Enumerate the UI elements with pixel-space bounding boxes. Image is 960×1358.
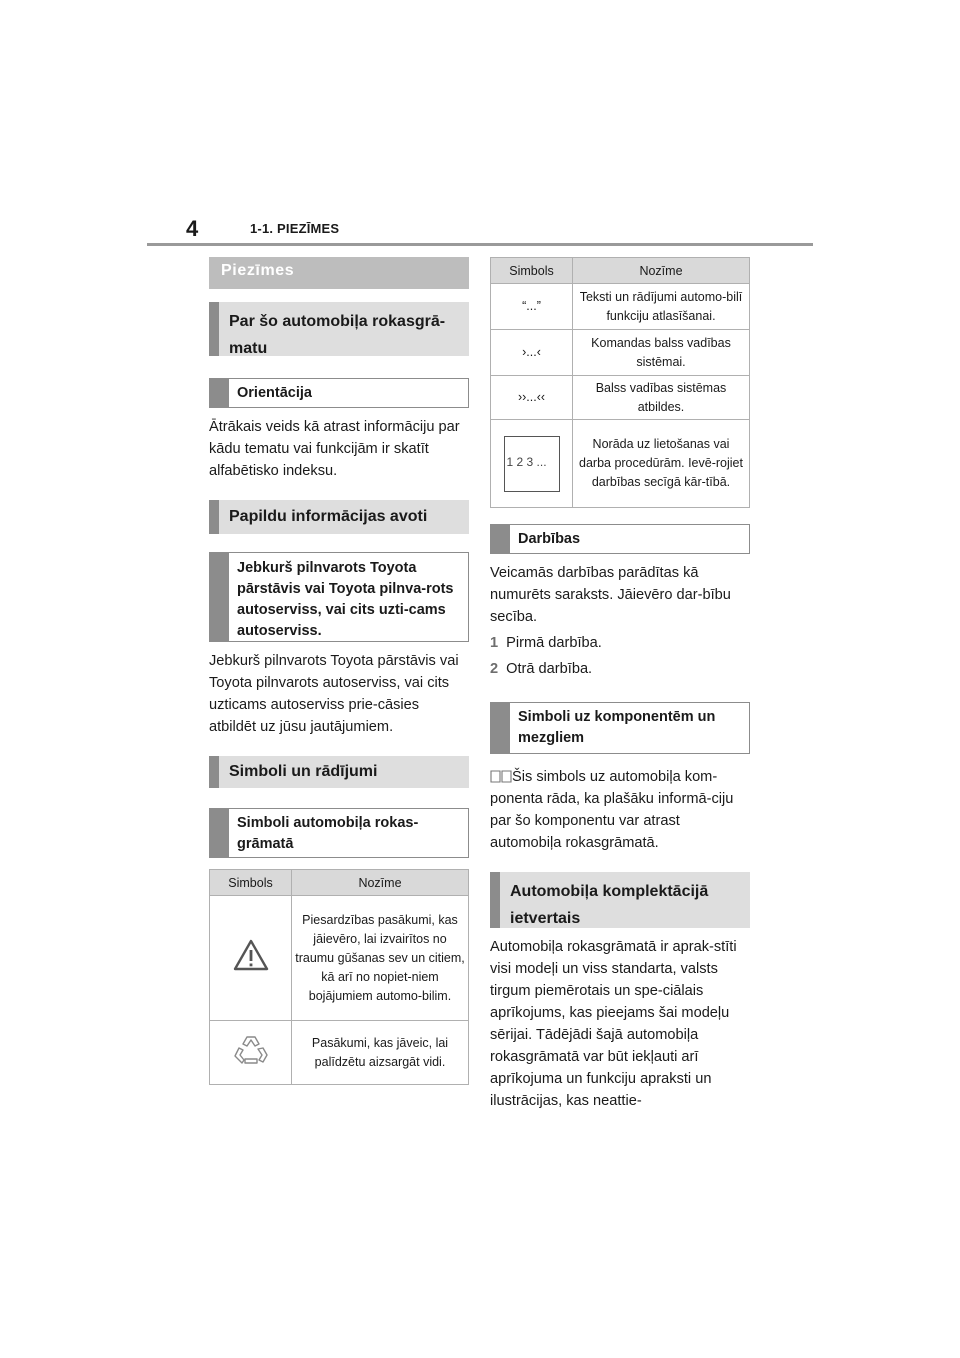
component-symbols-text: [490, 766, 750, 854]
table-row: [491, 376, 750, 420]
table-header-row: [491, 258, 750, 284]
table-row: [210, 896, 469, 1021]
table-row: [210, 1021, 469, 1085]
component-symbols-text-body: Šis simbols uz automobiļa kom-ponenta rāda, ka plašāku informā-ciju par šo komponentu var atrast automobiļa rokasgrāmatā.: [490, 769, 734, 851]
symbol-cell: [210, 896, 292, 1021]
steps-sequence-icon: [504, 436, 560, 492]
page-number: 4: [186, 216, 199, 241]
heading-about-manual: Par šo automobiļa rokasgrā-matu: [209, 302, 469, 356]
section-title: 1-1. PIEZĪMES: [250, 221, 340, 236]
dealer-text: Jebkurš pilnvarots Toyota pārstāvis vai Toyota pilnvarots autoserviss, vai cits uzticams autoserviss prie-cāsies atbildēt uz jūsu jautājumiem.: [209, 653, 459, 735]
table-header-row: [210, 870, 469, 896]
symbol-cell: ››...‹‹: [491, 376, 573, 420]
symbols-table-continued: [490, 257, 750, 508]
subheading-actions: Darbības: [490, 524, 750, 554]
right-column: [490, 257, 750, 1112]
actions-text: Veicamās darbības parādītas kā numurēts saraksts. Jāievēro dar-bību secība.: [490, 565, 731, 625]
symbols-table: [209, 869, 469, 1085]
warning-triangle-icon: [233, 939, 269, 971]
steps-list: [490, 632, 750, 680]
table-row: [491, 420, 750, 508]
meaning-cell: Teksti un rādījumi automo-bilī funkciju atlasīšanai.: [573, 284, 750, 330]
column-header-symbol: Simbols: [210, 870, 292, 896]
symbol-cell: “...”: [491, 284, 573, 330]
table-row: [491, 284, 750, 330]
column-header-meaning: Nozīme: [573, 258, 750, 284]
orientation-text: Ātrākais veids kā atrast informāciju par kādu tematu vai funkcijām ir skatīt alfabētisko indeksu.: [209, 419, 460, 479]
meaning-cell: Balss vadības sistēmas atbildes.: [573, 376, 750, 420]
symbol-cell: [491, 420, 573, 508]
meaning-cell: Norāda uz lietošanas vai darba procedūrām. Ievē-rojiet darbības secīgā kār-tībā.: [573, 420, 750, 508]
subheading-manual-symbols: Simboli automobiļa rokas-grāmatā: [209, 808, 469, 858]
list-item: [490, 658, 750, 680]
step-number: 1: [490, 635, 499, 651]
subheading-component-symbols: Simboli uz komponentēm un mezgliem: [490, 702, 750, 754]
step-text: Pirmā darbība.: [506, 635, 602, 651]
step-text: Otrā darbība.: [506, 661, 593, 677]
meaning-cell: Pasākumi, kas jāveic, lai palīdzētu aizsargāt vidi.: [292, 1021, 469, 1085]
header-divider: [147, 243, 813, 246]
recycle-icon: [233, 1032, 269, 1068]
meaning-cell: Piesardzības pasākumi, kas jāievēro, lai izvairītos no traumu gūšanas sev un citiem, kā arī no nopiet-niem bojājumiem automo-bilim.: [292, 896, 469, 1021]
heading-info-sources: Papildu informācijas avoti: [209, 500, 469, 534]
chapter-banner: Piezīmes: [209, 257, 469, 289]
subheading-orientation: Orientācija: [209, 378, 469, 408]
column-header-symbol: Simbols: [491, 258, 573, 284]
steps-sequence-label: 1 2 3 ...: [506, 454, 547, 469]
meaning-cell: Komandas balss vadības sistēmai.: [573, 330, 750, 376]
column-header-meaning: Nozīme: [292, 870, 469, 896]
symbol-cell: [210, 1021, 292, 1085]
subheading-dealer: Jebkurš pilnvarots Toyota pārstāvis vai Toyota pilnva-rots autoserviss, vai cits uzti-cams autoserviss.: [209, 552, 469, 642]
symbol-cell: ›...‹: [491, 330, 573, 376]
heading-equipment: Automobiļa komplektācijā ietvertais: [490, 872, 750, 928]
manual-book-icon: [490, 769, 512, 783]
list-item: [490, 632, 750, 654]
step-number: 2: [490, 661, 499, 677]
table-row: [491, 330, 750, 376]
left-column: [209, 257, 469, 1085]
heading-symbols: Simboli un rādījumi: [209, 756, 469, 788]
equipment-text: Automobiļa rokasgrāmatā ir aprak-stīti visi modeļi un viss standarta, valsts tirgum piemērotais un spe-ciālais aprīkojums, kas pieejams šai modeļu sērijai. Tādējādi šajā automobiļa rokasgrāmatā var būt iekļauti arī aprīkojuma un funkciju apraksti un ilustrācijas, kas neattie-: [490, 939, 737, 1109]
